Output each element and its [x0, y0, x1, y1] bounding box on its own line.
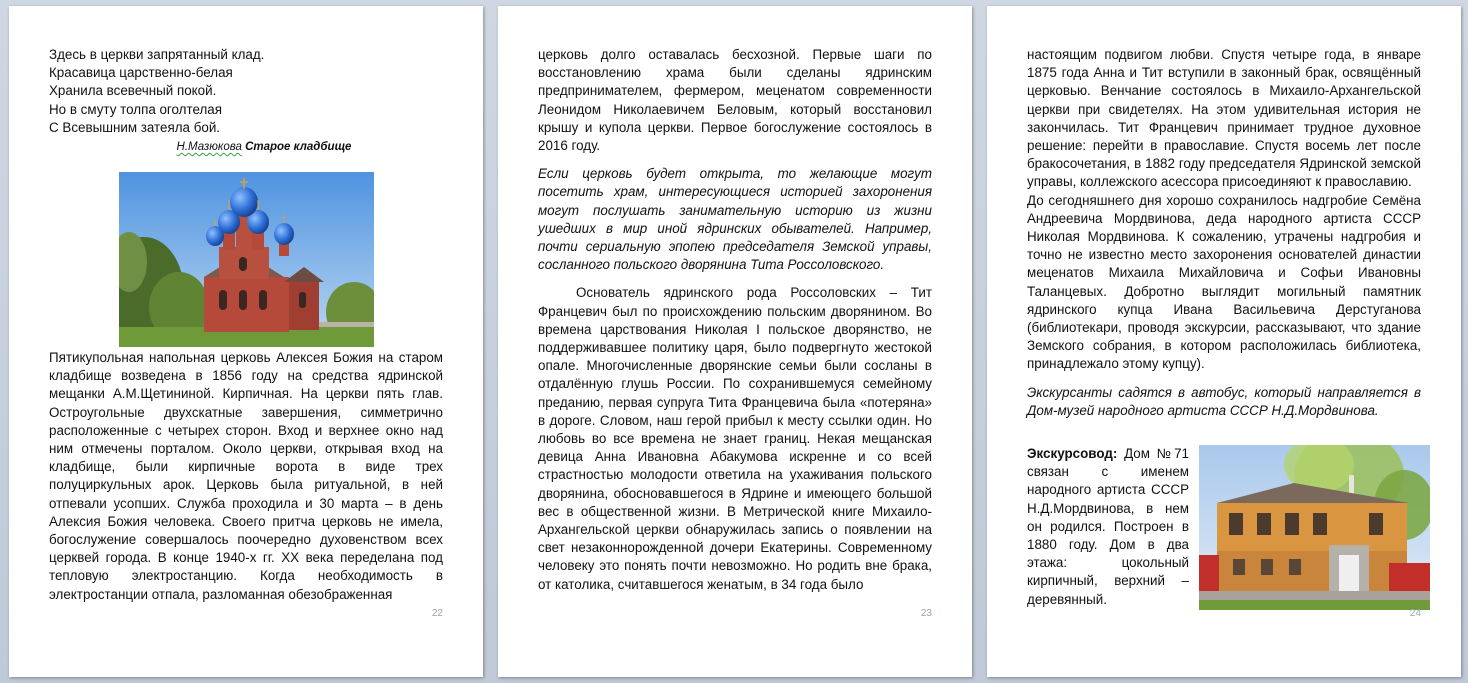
paragraph: До сегодняшнего дня хорошо сохранилось надгробие Семёна Андреевича Мордвинова, деда народного артиста СССР Николая Мордвинова. К сожалению, утрачены надгробия и точно не известно место захоронения основателей династии меценатов Михаила Михайловича и Софьи Ивановны Таланцевых. Добротно выглядит могильный памятник ядринского купца Ивана Васильевича Дерстуганова (библиотекари, проводя экскурсии, рассказывают, что здание Земского собрания, в котором расположилась библиотека, принадлежало этому купцу). — [1027, 192, 1421, 372]
paragraph: Основатель ядринского рода Россоловских – Тит Францевич был по происхождению польским дворянином. Во времена царствования Николая I польское дворянство, не поддерживавшее политику царя, было подвергнуто жестокой опале. Многочисленные дворянские семьи были сосланы в отдалённую глушь России. По сохранившемуся семейному преданию, первая супруга Тита Францевича была «потеряна» в дороге. Словом, наш герой прибыл к месту ссылки один. Но любовь во все времена не знает границ. Некая мещанская девица Анна Ивановна Абакумова искренне и со всей страстностью молодости ответила на ухаживания польского дворянина, обосновавшегося в Ядрине и имеющего большой вес в общественной жизни. В Метрической книге Михаило-Архангельской церкви обнаружилась запись о появлении на свет незаконнорожденной дочери Екатерины. Современному человеку это понять почти невозможно. Но родить вне брака, от католика, считавшегося женатым, в 34 года было — [538, 285, 932, 592]
guide-text: Дом №71 связан с именем народного артиста СССР Н.Д.Мордвинова, в нем он родился. Построен в 1880 году. Дом в два этажа: цокольный кирпичный, верхний – деревянный. — [1027, 446, 1189, 607]
poem-line: Красавица царственно-белая — [49, 65, 233, 81]
poem-signature — [49, 138, 449, 156]
paragraph-italic: Если церковь будет открыта, то желающие могут посетить храм, интересующиеся историей захоронения могут послушать занимательную историю из жизни ушедших в мир иной ядринских обывателей. Например, почти сериальную эпопею председателя Земской управы, сосланного польского дворянина Тита Россоловского. — [538, 166, 932, 273]
poem-line: Здесь в церкви запрятанный клад. — [49, 47, 265, 62]
document-page-22 — [9, 6, 483, 677]
page-number: 22 — [431, 608, 443, 619]
paragraph: Пятикупольная напольная церковь Алексея Божия на старом кладбище возведена в 1856 году на средства ядринской мещанки А.М.Щетининой. Кирпичная. На церкви пять глав. Остроугольные двухскатные завершения, симметрично расположенные с четырех сторон. Вход и верхнее окно над ним отмечены порталом. Около церкви, открывая вход на кладбище, были кирпичные ворота в виде трех полуциркульных арок. Церковь была ритуальной, в ней отпевали усопших. Служба проходила и 30 марта – в день Алексия Божия человека. Своего притча церковь не имела, богослужение совершалось поочередно духовенством всех церквей города. В конце 1940-х гг. XX века переделана под тепловую электростанцию. Когда необходимость в электростанции отпала, разломанная обезображенная — [49, 350, 443, 602]
paragraph — [1027, 445, 1189, 609]
document-page-23 — [498, 6, 972, 677]
house-museum-photo — [1199, 445, 1430, 610]
poem-line: Хранила всевечный покой. — [49, 83, 217, 99]
guide-block — [1027, 445, 1189, 609]
poem-title: Старое кладбище — [245, 141, 352, 154]
poem-author: Н.Мазюкова — [176, 141, 242, 154]
paragraph: церковь долго оставалась бесхозной. Первые шаги по восстановлению храма были сделаны ядринским предпринимателем, фермером, меценатом современности Леонидом Николаевичем Беловым, который восстановил крышу и купола церкви. Первое богослужение состоялось в 2016 году. — [538, 47, 932, 154]
church-photo — [119, 172, 374, 347]
paragraph-italic: Экскурсанты садятся в автобус, который направляется в Дом-музей народного артиста СССР Н.Д.Мордвинова. — [1027, 384, 1421, 418]
page-number: 23 — [920, 608, 932, 619]
poem — [49, 46, 449, 156]
body-text — [1027, 46, 1421, 420]
paragraph: настоящим подвигом любви. Спустя четыре года, в январе 1875 года Анна и Тит вступили в законный брак, освящённый церковью. Венчание состоялось в Михаило-Архангельской церкви при свидетелях. На этом удивительная история не закончилась. Тит Францевич принимает трудное духовное решение: перейти в православие. Спустя восемь лет после бракосочетания, в 1882 году председателя Ядринской земской управы, коллежского асессора присоединяют к православию. — [1027, 47, 1421, 190]
document-page-24 — [987, 6, 1461, 677]
body-text — [49, 349, 443, 604]
poem-line: Но в смуту толпа оголтелая — [49, 101, 222, 117]
page-number: 24 — [1409, 608, 1421, 619]
body-text — [538, 46, 932, 594]
guide-label: Экскурсовод: — [1027, 446, 1118, 461]
poem-line: С Всевышним затеяла бой. — [49, 119, 221, 135]
